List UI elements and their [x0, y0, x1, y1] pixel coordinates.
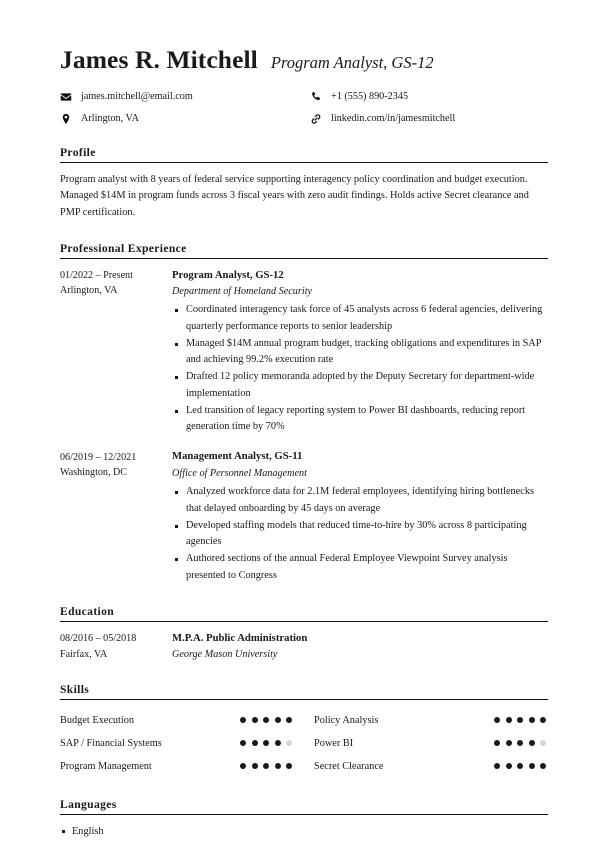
skill-rating-dots	[494, 763, 548, 769]
skill-label: Secret Clearance	[314, 760, 384, 772]
rating-dot-filled	[529, 740, 535, 746]
section-divider	[60, 258, 548, 259]
contact-location-text: Arlington, VA	[81, 113, 139, 125]
rating-dot-filled	[494, 763, 500, 769]
experience-organization: Department of Homeland Security	[172, 286, 313, 298]
section-title-profile: Profile	[60, 145, 96, 159]
rating-dot-filled	[252, 740, 258, 746]
experience-entry	[60, 268, 548, 437]
section-profile	[60, 146, 548, 222]
profile-summary-text: Program analyst with 8 years of federal service supporting interagency policy coordination and budget execution. Managed $14M in program funds across 3 fiscal years with zero audit findings. Holds active Secret clearance and PMP certification.	[60, 173, 529, 218]
skill-item	[60, 709, 294, 732]
section-divider	[60, 814, 548, 815]
candidate-job-title: Program Analyst, GS-12	[270, 53, 434, 72]
skill-label: Power BI	[314, 737, 354, 749]
skill-rating-dots	[494, 740, 548, 746]
skill-label: Program Management	[60, 760, 152, 772]
rating-dot-filled	[506, 763, 512, 769]
rating-dot-filled	[529, 717, 535, 723]
section-divider	[60, 162, 548, 163]
skill-item	[314, 709, 548, 732]
experience-entry-main	[172, 449, 548, 584]
rating-dot-filled	[240, 717, 246, 723]
section-divider	[60, 699, 548, 700]
rating-dot-filled	[540, 763, 546, 769]
section-experience	[60, 242, 548, 585]
section-skills	[60, 683, 548, 778]
section-title-experience: Professional Experience	[60, 241, 187, 255]
contact-info	[60, 91, 548, 125]
rating-dot-filled	[517, 763, 523, 769]
envelope-icon	[60, 91, 72, 103]
list-item: Analyzed workforce data for 2.1M federal employees, identifying hiring bottlenecks that delayed onboarding by 45 days on average	[172, 484, 548, 517]
experience-location: Arlington, VA	[60, 285, 118, 297]
map-pin-icon	[60, 113, 72, 125]
contact-email-text: james.mitchell@email.com	[81, 91, 193, 103]
list-item: Led transition of legacy reporting system to Power BI dashboards, reducing report generation time by 70%	[172, 403, 548, 436]
skill-label: Policy Analysis	[314, 714, 379, 726]
rating-dot-filled	[506, 717, 512, 723]
rating-dot-filled	[240, 763, 246, 769]
contact-location	[60, 113, 310, 125]
contact-email[interactable]	[60, 91, 310, 103]
skills-grid	[60, 709, 548, 778]
rating-dot-filled	[275, 717, 281, 723]
education-entry	[60, 631, 548, 663]
list-item: Managed $14M annual program budget, tracking obligations and expenditures in SAP and achieving 99.2% execution rate	[172, 336, 548, 369]
experience-bullet-list	[172, 302, 548, 435]
link-icon	[310, 113, 322, 125]
rating-dot-filled	[529, 763, 535, 769]
experience-entry-meta	[60, 268, 172, 437]
resume-header	[60, 46, 548, 74]
skill-rating-dots	[240, 740, 294, 746]
contact-phone[interactable]	[310, 91, 548, 103]
experience-bullet-list	[172, 484, 548, 584]
rating-dot-filled	[252, 717, 258, 723]
experience-organization: Office of Personnel Management	[172, 467, 307, 479]
phone-icon	[310, 91, 322, 103]
skill-item	[314, 755, 548, 778]
experience-dates: 01/2022 – Present	[60, 270, 133, 282]
skill-item	[60, 755, 294, 778]
list-item: Developed staffing models that reduced time-to-hire by 30% across 8 participating agencies	[172, 518, 548, 551]
rating-dot-filled	[540, 717, 546, 723]
contact-linkedin-text: linkedin.com/in/jamesmitchell	[331, 113, 456, 125]
rating-dot-empty	[540, 740, 546, 746]
skill-label: SAP / Financial Systems	[60, 737, 162, 749]
rating-dot-filled	[263, 763, 269, 769]
experience-entry-main	[172, 268, 548, 437]
rating-dot-empty	[286, 740, 292, 746]
rating-dot-filled	[506, 740, 512, 746]
rating-dot-filled	[263, 717, 269, 723]
education-dates: 08/2016 – 05/2018	[60, 633, 137, 645]
language-list	[60, 824, 548, 840]
rating-dot-filled	[275, 740, 281, 746]
list-item: Drafted 12 policy memoranda adopted by the Deputy Secretary for department-wide implementation	[172, 369, 548, 402]
experience-role: Management Analyst, GS-11	[172, 450, 303, 463]
skill-rating-dots	[240, 717, 294, 723]
education-institution: George Mason University	[172, 649, 278, 661]
experience-entry-meta	[60, 449, 172, 584]
education-entry-main	[172, 631, 548, 663]
rating-dot-filled	[263, 740, 269, 746]
rating-dot-filled	[494, 740, 500, 746]
list-item: Authored sections of the annual Federal Employee Viewpoint Survey analysis presented to Congress	[172, 551, 548, 584]
rating-dot-filled	[286, 763, 292, 769]
skill-rating-dots	[240, 763, 294, 769]
contact-linkedin[interactable]	[310, 113, 548, 125]
section-divider	[60, 621, 548, 622]
section-title-skills: Skills	[60, 682, 90, 696]
contact-phone-text: +1 (555) 890-2345	[331, 91, 409, 103]
section-title-education: Education	[60, 604, 115, 618]
education-entry-meta	[60, 631, 172, 663]
education-degree: M.P.A. Public Administration	[172, 631, 308, 644]
section-education	[60, 605, 548, 663]
section-title-languages: Languages	[60, 797, 117, 811]
rating-dot-filled	[517, 740, 523, 746]
rating-dot-filled	[275, 763, 281, 769]
list-item: English	[60, 824, 548, 840]
education-location: Fairfax, VA	[60, 648, 108, 660]
list-item: Coordinated interagency task force of 45 analysts across 6 federal agencies, delivering quarterly performance reports to senior leadership	[172, 302, 548, 335]
experience-dates: 06/2019 – 12/2021	[60, 451, 137, 463]
skill-label: Budget Execution	[60, 714, 135, 726]
rating-dot-filled	[252, 763, 258, 769]
section-languages	[60, 798, 548, 840]
skill-item	[314, 732, 548, 755]
skill-rating-dots	[494, 717, 548, 723]
rating-dot-filled	[494, 717, 500, 723]
rating-dot-filled	[517, 717, 523, 723]
rating-dot-filled	[286, 717, 292, 723]
experience-location: Washington, DC	[60, 467, 128, 479]
rating-dot-filled	[240, 740, 246, 746]
experience-role: Program Analyst, GS-12	[172, 268, 284, 281]
experience-entry	[60, 449, 548, 584]
candidate-name: James R. Mitchell	[60, 45, 258, 74]
skill-item	[60, 732, 294, 755]
